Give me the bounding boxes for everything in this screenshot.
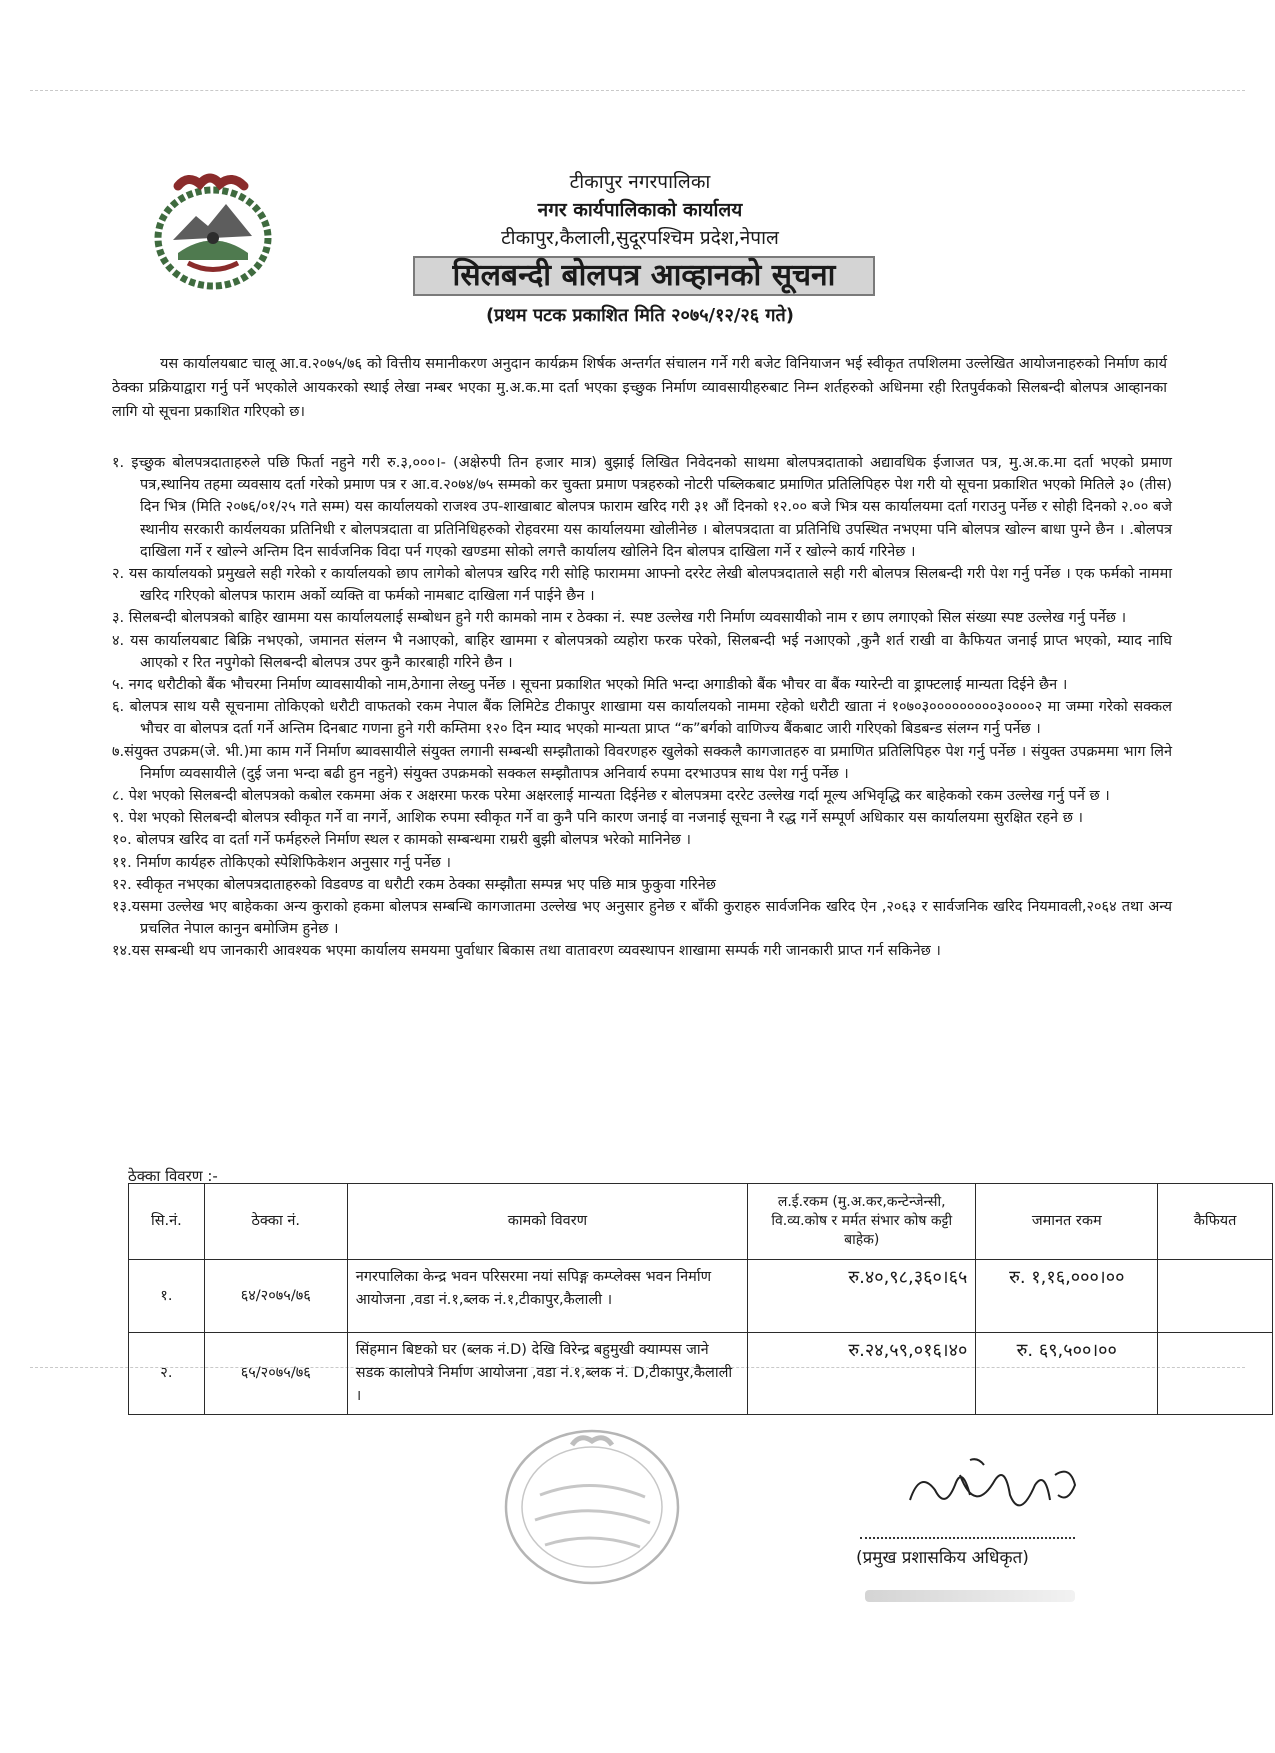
term-item: ३. सिलबन्दी बोलपत्रको बाहिर खाममा यस कार्यालयलाई सम्बोधन हुने गरी कामको नाम र ठेक्का नं. स्पष्ट उल्लेख गरी निर्माण व्यवसायीको नाम र छाप लगाएको सिल संख्या स्पष्ट उल्लेख गर्नु पर्नेछ । xyxy=(112,610,1127,627)
office-address: टीकापुर,कैलाली,सुदूरपश्चिम प्रदेश,नेपाल xyxy=(501,227,779,249)
publish-note: (प्रथम पटक प्रकाशित मिति २०७५/१२/२६ गते) xyxy=(485,305,795,326)
contract-table xyxy=(128,1183,1273,1415)
term-item: १४.यस सम्बन्धी थप जानकारी आवश्यक भएमा कार्यालय समयमा पुर्वाधार बिकास तथा वातावरण व्यवस्थापन शाखामा सम्पर्क गरी जानकारी प्राप्त गर्न सकिनेछ । xyxy=(112,943,941,960)
table-row xyxy=(129,1260,1273,1333)
office-seal-stamp xyxy=(500,1425,685,1590)
term-item: ११. निर्माण कार्यहरु तोकिएको स्पेशिफिकेशन अनुसार गर्नु पर्नेछ । xyxy=(112,854,452,871)
cell-serial: २. xyxy=(129,1333,205,1415)
nepal-emblem-icon xyxy=(148,168,278,293)
cell-contract-no: ६४/२०७५/७६ xyxy=(204,1260,347,1333)
cell-deposit: रु. ६९,५००।०० xyxy=(976,1333,1158,1415)
term-item: ९. पेश भएको सिलबन्दी बोलपत्र स्वीकृत गर्ने वा नगर्ने, आशिक रुपमा स्वीकृत गर्ने वा कुनै पनि कारण जनाई वा नजनाई सूचना नै रद्ध गर्ने सम्पूर्ण अधिकार यस कार्यालयमा सुरक्षित रहने छ । xyxy=(112,810,1083,827)
term-item: १२. स्वीकृत नभएका बोलपत्रदाताहरुको विडवण्ड वा धरौटी रकम ठेक्का सम्झौता सम्पन्न भए पछि मात्र फुकुवा गरिनेछ xyxy=(112,876,716,893)
faded-stamp-text xyxy=(865,1590,1075,1602)
term-item: ४. यस कार्यालयबाट बिक्रि नभएको, जमानत संलग्न भै नआएको, बाहिर खाममा र बोलपत्रको व्यहोरा फरक परेको, सिलबन्दी भई नआएको ,कुनै शर्त राखी वा कैफियत जनाई प्राप्त भएको, म्याद नाघि आएको र रित नपुगेको सिलबन्दी बोलपत्र उपर कुनै कारबाही गरिने छैन । xyxy=(112,632,1172,671)
cell-description: सिंहमान बिष्टको घर (ब्लक नं.D) देखि विरेन्द्र बहुमुखी क्याम्पस जाने सडक कालोपत्रे निर्माण आयोजना ,वडा नं.१,ब्लक नं. D,टीकापुर,कैलाली । xyxy=(347,1333,747,1415)
term-item: १. इच्छुक बोलपत्रदाताहरुले पछि फिर्ता नहुने गरी रु.३,०००।- (अक्षेरुपी तिन हजार मात्र) बुझाई लिखित निवेदनको साथमा बोलपत्रदाताको अद्यावधिक ईजाजत पत्र, मु.अ.क.मा दर्ता भएको प्रमाण पत्र,स्थानिय तहमा व्यवसाय दर्ता गरेको प्रमाण पत्र र आ.व.२०७४/७५ सम्मको कर चुक्ता प्रमाण पत्रहरुको नोटरी पब्लिकबाट प्रमाणित प्रतिलिपिहरु पेश गरी यो सूचना प्रकाशित भएको मितिले ३० (तीस) दिन भित्र (मिति २०७६/०१/२५ गते सम्म) यस कार्यालयको राजश्व उप-शाखाबाट बोलपत्र फाराम खरिद गरी ३१ औं दिनको १२.०० बजे भित्र यस कार्यालयमा दर्ता गराउनु पर्नेछ र सोही दिनको २.०० बजे स्थानीय सरकारी कार्यलयका प्रतिनिधी र बोलपत्रदाता वा प्रतिनिधिहरुको रोहवरमा यस कार्यालयमा खोलीनेछ । बोलपत्रदाता वा प्रतिनिधि उपस्थित नभएमा पनि बोलपत्र खोल्न बाधा पुग्ने छैन । .बोलपत्र दाखिला गर्ने र खोल्ने अन्तिम दिन सार्वजनिक विदा पर्न गएको खण्डमा सोको लगत्तै कार्यालय खोलिने दिन बोलपत्र दाखिला गर्ने र खोल्ने कार्य गरिनेछ । xyxy=(112,455,1172,560)
signature-mark xyxy=(900,1455,1090,1530)
cell-estimate: रु.२४,५९,०१६।४० xyxy=(748,1333,976,1415)
table-header-row xyxy=(129,1184,1273,1260)
municipality-name: टीकापुर नगरपालिका xyxy=(569,171,711,193)
terms-list xyxy=(112,452,1172,963)
office-name: नगर कार्यपालिकाको कार्यालय xyxy=(537,199,743,221)
header-deposit: जमानत रकम xyxy=(976,1184,1158,1260)
table-caption: ठेक्का विवरण :- xyxy=(128,1167,218,1185)
notice-title: सिलबन्दी बोलपत्र आव्हानको सूचना xyxy=(413,256,875,296)
header-contract-no: ठेक्का नं. xyxy=(204,1184,347,1260)
intro-paragraph: यस कार्यालयबाट चालू आ.व.२०७५/७६ को वित्तीय समानीकरण अनुदान कार्यक्रम शिर्षक अन्तर्गत संचालन गर्ने गरी बजेट विनियाजन भई स्वीकृत तपशिलमा उल्लेखित आयोजनाहरुको निर्माण कार्य ठेक्का प्रक्रियाद्वारा गर्नु पर्ने भएकोले आयकरको स्थाई लेखा नम्बर भएका मु.अ.क.मा दर्ता भएका इच्छुक निर्माण व्यावसायीहरुबाट निम्न शर्तहरुको अधिनमा रही रितपुर्वकको सिलबन्दी बोलपत्र आव्हानका लागि यो सूचना प्रकाशित गरिएको छ। xyxy=(112,356,1167,420)
header-serial: सि.नं. xyxy=(129,1184,205,1260)
term-item: १०. बोलपत्र खरिद वा दर्ता गर्ने फर्महरुले निर्माण स्थल र कामको सम्बन्धमा राम्ररी बुझी बोलपत्र भरेको मानिनेछ । xyxy=(112,832,691,849)
term-item: ५. नगद धरौटीको बैंक भौचरमा निर्माण व्यावसायीको नाम,ठेगाना लेख्नु पर्नेछ । सूचना प्रकाशित भएको मिति भन्दा अगाडीको बैंक भौचर वा बैंक ग्यारेन्टी वा ड्राफ्टलाई मान्यता दिईने छैन । xyxy=(112,677,1068,694)
cell-contract-no: ६५/२०७५/७६ xyxy=(204,1333,347,1415)
cell-estimate: रु.४०,९८,३६०।६५ xyxy=(748,1260,976,1333)
term-item: २. यस कार्यालयको प्रमुखले सही गरेको र कार्यालयको छाप लागेको बोलपत्र खरिद गरी सोहि फाराममा आफ्नो दररेट लेखी बोलपत्रदाताले सही गरी बोलपत्र सिलबन्दी गरी पेश गर्नु पर्नेछ । एक फर्मको नाममा खरिद गरिएको बोलपत्र फाराम अर्को व्यक्ति वा फर्मको नामबाट दाखिला गर्न पाईने छैन । xyxy=(112,566,1172,605)
header-description: कामको विवरण xyxy=(347,1184,747,1260)
cell-remarks xyxy=(1158,1260,1273,1333)
cell-deposit: रु. १,१६,०००।०० xyxy=(976,1260,1158,1333)
header-remarks: कैफियत xyxy=(1158,1184,1273,1260)
term-item: ६. बोलपत्र साथ यसै सूचनामा तोकिएको धरौटी वाफतको रकम नेपाल बैंक लिमिटेड टीकापुर शाखामा यस कार्यालयको नाममा रहेको धरौटी खाता नं १०७०३०००००००००३००००२ मा जम्मा गरेको सक्कल भौचर वा बोलपत्र दर्ता गर्ने अन्तिम दिनबाट गणना हुने गरी कम्तिमा १२० दिन म्याद भएको मान्यता प्राप्त “क”बर्गको वाणिज्य बैंकबाट जारी गरिएको बिडबन्ड संलग्न गर्नु पर्नेछ । xyxy=(112,699,1172,738)
signature-line xyxy=(860,1537,1075,1539)
scan-divider-top xyxy=(30,90,1245,91)
cell-serial: १. xyxy=(129,1260,205,1333)
term-item: १३.यसमा उल्लेख भए बाहेकका अन्य कुराको हकमा बोलपत्र सम्बन्धि कागजातमा उल्लेख भए अनुसार हुनेछ र बाँकी कुराहरु सार्वजनिक खरिद ऐन ,२०६३ र सार्वजनिक खरिद नियमावली,२०६४ तथा अन्य प्रचलित नेपाल कानुन बमोजिम हुनेछ । xyxy=(112,899,1172,938)
term-item: ८. पेश भएको सिलबन्दी बोलपत्रको कबोल रकममा अंक र अक्षरमा फरक परेमा अक्षरलाई मान्यता दिईनेछ र बोलपत्रमा दररेट उल्लेख गर्दा मूल्य अभिवृद्धि कर बाहेकको रकम उल्लेख गर्नु पर्ने छ । xyxy=(112,788,1110,805)
table-row xyxy=(129,1333,1273,1415)
header-estimate: ल.ई.रकम (मु.अ.कर,कन्टेन्जेन्सी, वि.व्य.कोष र मर्मत संभार कोष कट्टी बाहेक) xyxy=(748,1184,976,1260)
cell-remarks xyxy=(1158,1333,1273,1415)
signatory-title: (प्रमुख प्रशासकिय अधिकृत) xyxy=(856,1548,1029,1568)
cell-description: नगरपालिका केन्द्र भवन परिसरमा नयां सपिङ्ग कम्प्लेक्स भवन निर्माण आयोजना ,वडा नं.१,ब्लक नं.१,टीकापुर,कैलाली । xyxy=(347,1260,747,1333)
term-item: ७.संयुक्त उपक्रम(जे. भी.)मा काम गर्ने निर्माण ब्यावसायीले संयुक्त लगानी सम्बन्धी सम्झौताको विवरणहरु खुलेको सक्कलै कागजातहरु वा प्रमाणित प्रतिलिपिहरु पेश गर्नु पर्नेछ । संयुक्त उपक्रममा भाग लिने निर्माण व्यवसायीले (दुई जना भन्दा बढी हुन नहुने) संयुक्त उपक्रमको सक्कल सम्झौतापत्र अनिवार्य रुपमा दरभाउपत्र साथ पेश गर्नु पर्नेछ । xyxy=(112,743,1172,782)
